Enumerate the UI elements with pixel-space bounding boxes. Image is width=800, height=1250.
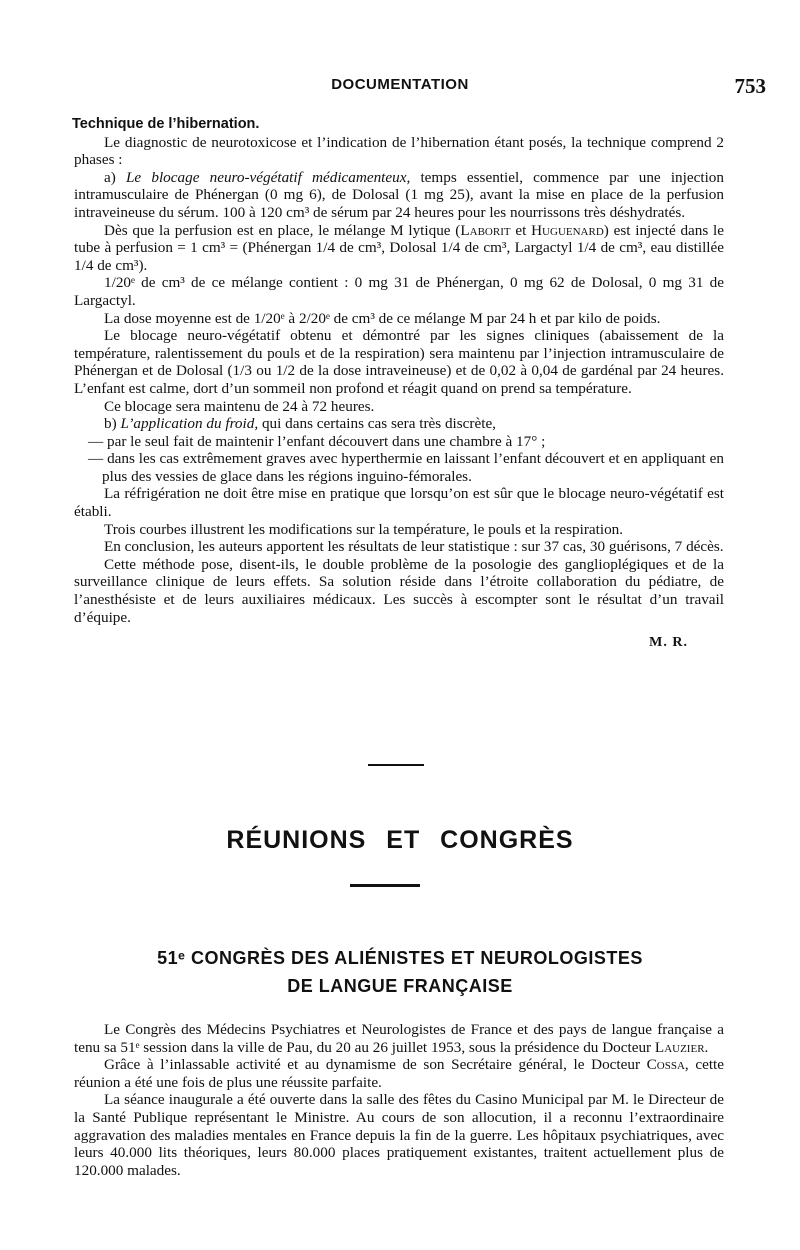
running-title: DOCUMENTATION [331,76,469,93]
author-name: Laborit [460,221,511,239]
paragraph: Le diagnostic de neurotoxicose et l’indication de l’hibernation étant posés, la technique comprend 2 phases : [74,133,724,169]
person-name: Cossa [646,1056,685,1074]
paragraph-lytic-mix [74,222,724,275]
congress-section [74,1021,724,1179]
paragraph: Le blocage neuro-végétatif obtenu et démontré par les signes cliniques (abaissement de la température, ralentissement du pouls et de la respiration) sera maintenu par l’injection intramusculaire de Phénergan et de Dolosal (1/3 ou 1/2 de la dose intraveineuse) et de 0,02 à 0,04 de gardénal par 24 heures. L’enfant est calme, dort d’un sommeil non profond et réagit quand on prend sa température. [74,327,724,397]
person-name: Lauzier [654,1038,705,1056]
article-title [0,944,800,1000]
text-run: , cette réunion a été une fois de plus une réussite parfaite. [74,1056,724,1091]
phase-a-title: Le blocage neuro-végétatif médicamenteux, [125,168,411,186]
article-title-line-2: DE LANGUE FRANÇAISE [287,976,513,996]
author-name: Huguenard [531,221,604,239]
paragraph: Ce blocage sera maintenu de 24 à 72 heures. [104,397,375,415]
text-run: Dès que la perfusion est en place, le mélange M lytique ( [104,221,461,239]
dash-item: — par le seul fait de maintenir l’enfant découvert dans une chambre à 17° ; [88,432,546,450]
phase-b-text: qui dans certains cas sera très discrète, [258,415,496,433]
phase-a-label: a) [104,168,126,186]
dash-item: — dans les cas extrêmement graves avec hyperthermie en laissant l’enfant découvert et en appliquant en plus des vessies de glace dans les régions inguino-fémorales. [88,450,724,485]
section-heading: Technique de l’hibernation. [72,116,260,132]
page-number: 753 [734,74,766,98]
running-head [0,74,800,100]
paragraph: En conclusion, les auteurs apportent les résultats de leur statistique : sur 37 cas, 30 guérisons, 7 décès. [104,538,724,556]
article-title-line-1: 51ᵉ CONGRÈS DES ALIÉNISTES ET NEUROLOGISTES [157,948,643,968]
text-run: Le Congrès des Médecins Psychiatres et Neurologistes de France et des pays de langue française a tenu sa 51ᵉ session dans la ville de Pau, du 20 au 26 juillet 1953, sous la présidence du Docteur [74,1021,724,1056]
title-rule [350,884,420,887]
text-run: et [510,221,532,239]
hibernation-section [74,116,724,652]
author-signature: M. R. [649,635,688,651]
paragraph [74,1021,724,1056]
text-run: . [704,1038,709,1056]
paragraph: Trois courbes illustrent les modifications sur la température, le pouls et la respiration. [104,520,624,538]
phase-b-title: L’application du froid, [120,415,259,433]
text-run: Grâce à l’inlassable activité et au dynamisme de son Secrétaire général, le Docteur [104,1056,647,1074]
paragraph-phase-b [74,415,724,433]
section-divider [368,764,424,766]
phase-b-label: b) [104,415,121,433]
paragraph-phase-a [74,169,724,222]
paragraph [74,1056,724,1091]
paragraph: La dose moyenne est de 1/20ᵉ à 2/20ᵉ de cm³ de ce mélange M par 24 h et par kilo de poids. [104,309,661,327]
paragraph: Cette méthode pose, disent-ils, le double problème de la posologie des ganglioplégiques et de la surveillance clinique de leurs effets. Sa solution réside dans l’étroite collaboration du pédiatre, de l’anesthésiste et de leurs auxiliaires médicaux. Les succès à escompter sont le résultat d’un travail d’équipe. [74,555,724,626]
text-run: ) est injecté dans le tube à perfusion = 1 cm³ = (Phénergan 1/4 de cm³, Dolosal 1/4 de cm³, Largactyl 1/4 de cm³, eau distillée 1/4 de cm³). [74,221,725,274]
phase-a-text: temps essentiel, commence par une injection intramusculaire de Phénergan (0 mg 6), de Dolosal (1 mg 25), avant la mise en place de la perfusion intraveineuse du sérum. 100 à 120 cm³ de sérum par 24 heures pour les nourrissons très déshydratés. [74,168,724,221]
paragraph: La séance inaugurale a été ouverte dans la salle des fêtes du Casino Municipal par M. le Directeur de la Santé Publique représentant le Ministre. Au cours de son allocution, il a reconnu l’extraordinaire aggravation des maladies mentales en France depuis la fin de la guerre. Les hôpitaux psychiatriques, avec leurs 40.000 lits théoriques, leurs 80.000 places pratiquement existantes, traitent actuellement plus de 120.000 malades. [74,1091,724,1179]
paragraph: 1/20ᵉ de cm³ de ce mélange contient : 0 mg 31 de Phénergan, 0 mg 62 de Dolosal, 0 mg 31 de Largactyl. [74,274,724,309]
section-title: RÉUNIONS ET CONGRÈS [226,826,574,854]
paragraph: La réfrigération ne doit être mise en pratique que lorsqu’on est sûr que le blocage neuro-végétatif est établi. [74,485,724,521]
